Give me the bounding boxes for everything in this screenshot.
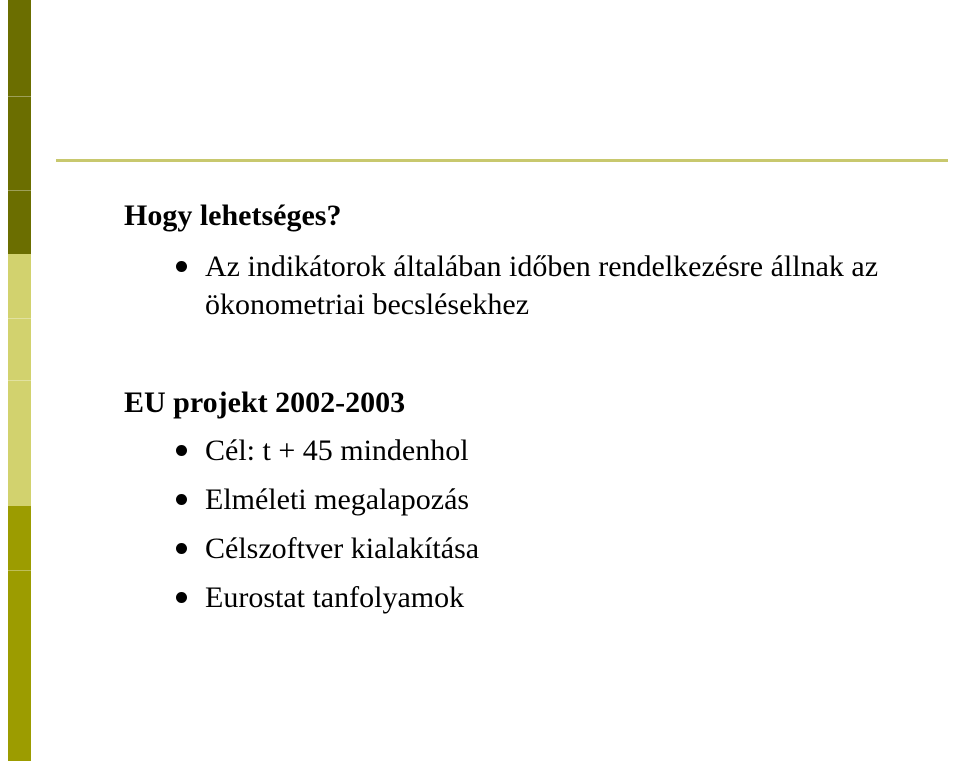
bullet-icon	[176, 494, 187, 505]
sidebar-divider	[8, 570, 31, 571]
sidebar-segment	[8, 506, 31, 761]
bullet-icon	[176, 592, 187, 603]
sidebar-divider	[8, 96, 31, 97]
section-heading-eu-project: EU projekt 2002-2003	[124, 386, 406, 419]
sidebar-segment	[8, 318, 31, 380]
section-heading-how-possible: Hogy lehetséges?	[124, 199, 342, 232]
bullet-text: Cél: t + 45 mindenhol	[205, 434, 469, 467]
sidebar-divider	[8, 380, 31, 381]
sidebar-segment	[8, 190, 31, 254]
bullet-text: Célszoftver kialakítása	[205, 532, 480, 565]
sidebar-segment	[8, 380, 31, 506]
bullet-icon	[176, 261, 187, 272]
bullet-text: Eurostat tanfolyamok	[205, 581, 465, 614]
sidebar-divider	[8, 318, 31, 319]
bullet-text: Elméleti megalapozás	[205, 483, 470, 516]
sidebar-segment	[8, 254, 31, 318]
decorative-sidebar	[0, 0, 31, 761]
sidebar-divider	[8, 190, 31, 191]
bullet-icon	[176, 543, 187, 554]
bullet-text: Az indikátorok általában időben rendelkezésre állnak az	[205, 250, 879, 283]
title-rule	[56, 159, 948, 162]
sidebar-segment	[8, 0, 31, 96]
sidebar-segment	[8, 96, 31, 190]
bullet-text-continuation: ökonometriai becslésekhez	[205, 288, 530, 321]
bullet-icon	[176, 445, 187, 456]
